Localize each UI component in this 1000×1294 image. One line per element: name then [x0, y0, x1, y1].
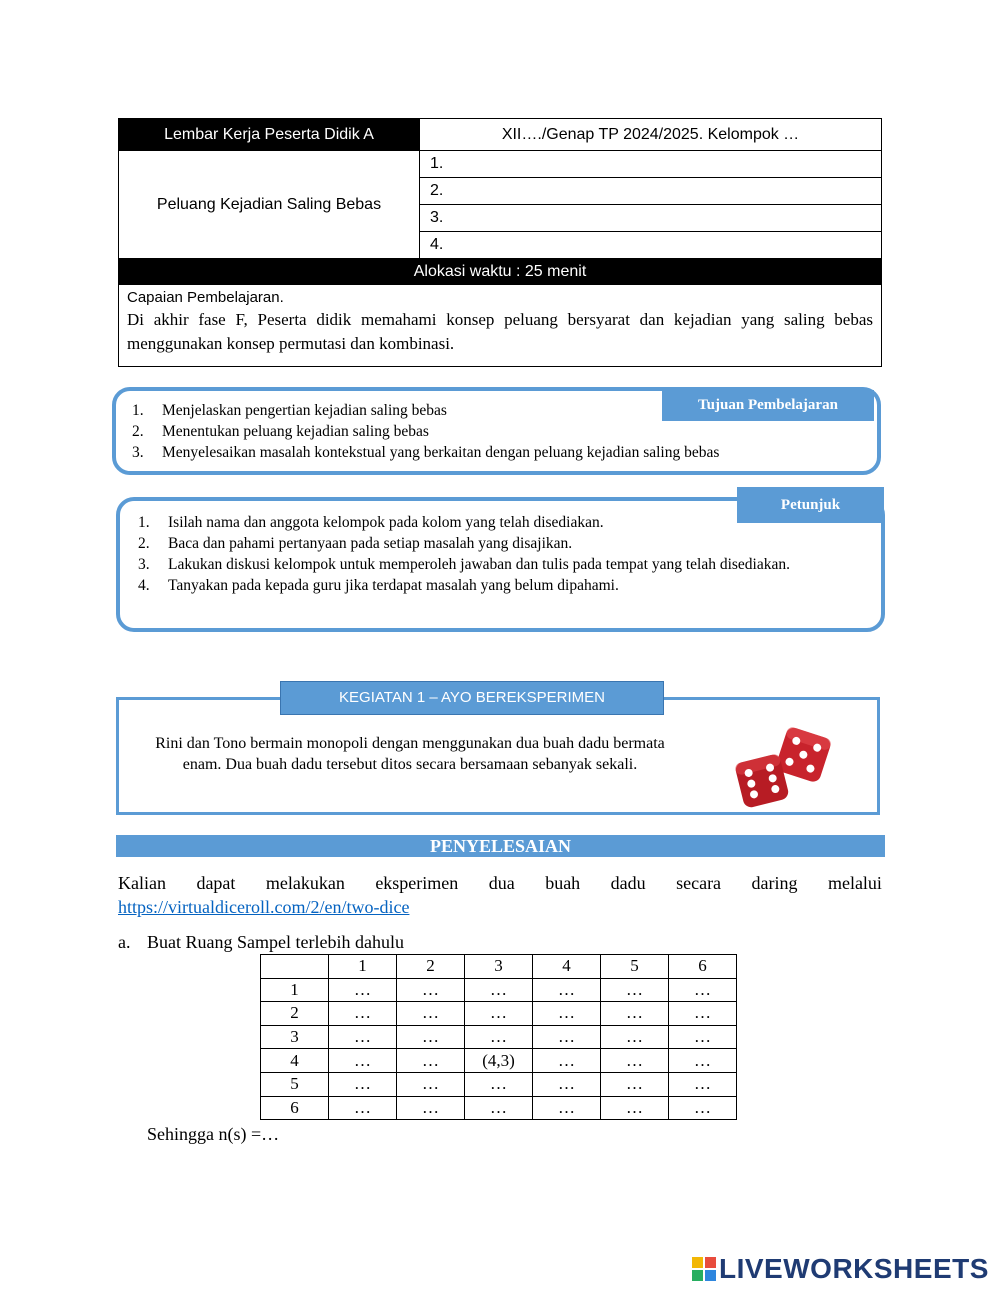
- list-text: Menentukan peluang kejadian saling bebas: [162, 423, 429, 440]
- table-cell[interactable]: …: [397, 978, 465, 1002]
- list-number: 4.: [138, 577, 150, 594]
- table-cell[interactable]: …: [329, 1025, 397, 1049]
- learning-outcome: [119, 285, 882, 367]
- list-text: Tanyakan pada kepada guru jika terdapat masalah yang belum dipahami.: [168, 577, 619, 594]
- table-cell[interactable]: …: [533, 1072, 601, 1096]
- list-number: 2.: [138, 535, 150, 552]
- list-text: Isilah nama dan anggota kelompok pada kolom yang telah disediakan.: [168, 514, 604, 531]
- table-cell[interactable]: …: [669, 978, 737, 1002]
- text: a.: [118, 932, 131, 952]
- table-cell[interactable]: …: [465, 1002, 533, 1026]
- solution-bar: PENYELESAIAN: [116, 835, 885, 857]
- table-cell[interactable]: …: [669, 1025, 737, 1049]
- list-item: [132, 421, 832, 442]
- list-text: Lakukan diskusi kelompok untuk memperoleh jawaban dan tulis pada tempat yang telah disediakan.: [168, 556, 790, 573]
- intro-line: [118, 871, 882, 895]
- table-cell[interactable]: …: [669, 1072, 737, 1096]
- table-cell[interactable]: …: [601, 1072, 669, 1096]
- table-cell: 2: [261, 1002, 329, 1026]
- sample-space-table: [260, 954, 737, 1120]
- table-cell[interactable]: …: [329, 1096, 397, 1120]
- table-cell[interactable]: …: [533, 1002, 601, 1026]
- table-cell[interactable]: …: [397, 1049, 465, 1073]
- table-cell[interactable]: …: [533, 1096, 601, 1120]
- activity-text: Rini dan Tono bermain monopoli dengan menggunakan dua buah dadu bermata enam. Dua buah dadu tersebut ditos secara bersamaan sebanyak sekali.: [155, 735, 665, 773]
- worksheet-title: Lembar Kerja Peserta Didik A: [119, 119, 420, 151]
- table-cell[interactable]: …: [397, 1002, 465, 1026]
- list-text: Menjelaskan pengertian kejadian saling bebas: [162, 402, 447, 419]
- list-item: [132, 400, 832, 421]
- instructions-list: [138, 512, 862, 596]
- table-cell: 1: [261, 978, 329, 1002]
- table-cell[interactable]: …: [669, 1002, 737, 1026]
- dice-icon: [732, 726, 837, 810]
- table-row: [261, 1072, 737, 1096]
- learning-outcome-title: Capaian Pembelajaran.: [127, 289, 284, 306]
- text: dua: [488, 873, 515, 893]
- table-cell: 3: [261, 1025, 329, 1049]
- table-cell[interactable]: …: [465, 1025, 533, 1049]
- member-field-4[interactable]: 4.: [420, 232, 882, 259]
- table-cell: [261, 955, 329, 979]
- table-cell: 5: [261, 1072, 329, 1096]
- table-cell: 5: [601, 955, 669, 979]
- table-row: [261, 1002, 737, 1026]
- text: dapat: [196, 873, 236, 893]
- table-row: [261, 1049, 737, 1073]
- list-number: 3.: [132, 444, 144, 461]
- table-cell: (4,3): [465, 1049, 533, 1073]
- table-cell[interactable]: …: [397, 1072, 465, 1096]
- member-field-1[interactable]: 1.: [420, 151, 882, 178]
- topic-title: Peluang Kejadian Saling Bebas: [119, 151, 420, 259]
- list-item: [138, 554, 862, 575]
- table-cell[interactable]: …: [329, 978, 397, 1002]
- logo-text: LIVEWORKSHEETS: [719, 1253, 989, 1284]
- member-field-3[interactable]: 3.: [420, 205, 882, 232]
- table-cell: 6: [261, 1096, 329, 1120]
- sample-space-count[interactable]: Sehingga n(s) =…: [147, 1124, 280, 1144]
- list-text: Menyelesaikan masalah kontekstual yang berkaitan dengan peluang kejadian saling bebas: [162, 444, 720, 461]
- table-cell[interactable]: …: [397, 1025, 465, 1049]
- header-table: [118, 118, 882, 367]
- dice-link[interactable]: https://virtualdiceroll.com/2/en/two-dice: [118, 897, 410, 917]
- table-cell[interactable]: …: [397, 1096, 465, 1120]
- text: melalui: [827, 873, 882, 893]
- solution-intro: [118, 871, 882, 919]
- time-allocation: Alokasi waktu : 25 menit: [119, 259, 882, 285]
- table-header-row: [261, 955, 737, 979]
- table-cell[interactable]: …: [601, 1049, 669, 1073]
- list-number: 1.: [138, 514, 150, 531]
- table-row: [261, 1025, 737, 1049]
- objectives-list: [132, 400, 832, 463]
- learning-outcome-text: Di akhir fase F, Peserta didik memahami konsep peluang bersyarat dan kejadian yang saling bebas menggunakan konsep permutasi dan kombinasi.: [127, 310, 873, 353]
- table-cell: 3: [465, 955, 533, 979]
- table-cell[interactable]: …: [329, 1002, 397, 1026]
- text: Buat Ruang Sampel terlebih dahulu: [147, 932, 404, 952]
- table-cell[interactable]: …: [669, 1096, 737, 1120]
- list-item: [138, 575, 862, 596]
- list-item: [132, 442, 832, 463]
- table-cell[interactable]: …: [669, 1049, 737, 1073]
- table-cell[interactable]: …: [465, 978, 533, 1002]
- text: secara: [676, 873, 722, 893]
- table-cell: 4: [261, 1049, 329, 1073]
- text: dadu: [610, 873, 646, 893]
- table-cell: 2: [397, 955, 465, 979]
- text: daring: [751, 873, 798, 893]
- table-cell[interactable]: …: [601, 1096, 669, 1120]
- class-info: XII…./Genap TP 2024/2025. Kelompok …: [420, 119, 882, 151]
- list-number: 3.: [138, 556, 150, 573]
- table-cell: 6: [669, 955, 737, 979]
- objectives-tag: Tujuan Pembelajaran: [662, 390, 874, 421]
- table-cell[interactable]: …: [601, 1002, 669, 1026]
- activity-tag: KEGIATAN 1 – AYO BEREKSPERIMEN: [280, 681, 664, 715]
- table-cell[interactable]: …: [601, 1025, 669, 1049]
- instructions-tag: Petunjuk: [737, 487, 884, 523]
- table-cell[interactable]: …: [601, 978, 669, 1002]
- table-cell[interactable]: …: [533, 1025, 601, 1049]
- table-cell[interactable]: …: [465, 1072, 533, 1096]
- list-number: 2.: [132, 423, 144, 440]
- list-item: [138, 533, 862, 554]
- text: eksperimen: [375, 873, 459, 893]
- table-cell[interactable]: …: [329, 1049, 397, 1073]
- list-text: Baca dan pahami pertanyaan pada setiap masalah yang disajikan.: [168, 535, 573, 552]
- table-row: [261, 1096, 737, 1120]
- member-field-2[interactable]: 2.: [420, 178, 882, 205]
- question-a: [118, 932, 404, 953]
- list-item: [138, 512, 862, 533]
- table-cell[interactable]: …: [533, 1049, 601, 1073]
- table-cell[interactable]: …: [465, 1096, 533, 1120]
- liveworksheets-logo-icon: [692, 1257, 716, 1281]
- list-number: 1.: [132, 402, 144, 419]
- table-cell[interactable]: …: [329, 1072, 397, 1096]
- table-cell: 1: [329, 955, 397, 979]
- liveworksheets-logo: [692, 1253, 989, 1285]
- text: melakukan: [265, 873, 345, 893]
- text: buah: [545, 873, 581, 893]
- text: Kalian: [118, 873, 166, 893]
- table-cell: 4: [533, 955, 601, 979]
- table-row: [261, 978, 737, 1002]
- table-cell[interactable]: …: [533, 978, 601, 1002]
